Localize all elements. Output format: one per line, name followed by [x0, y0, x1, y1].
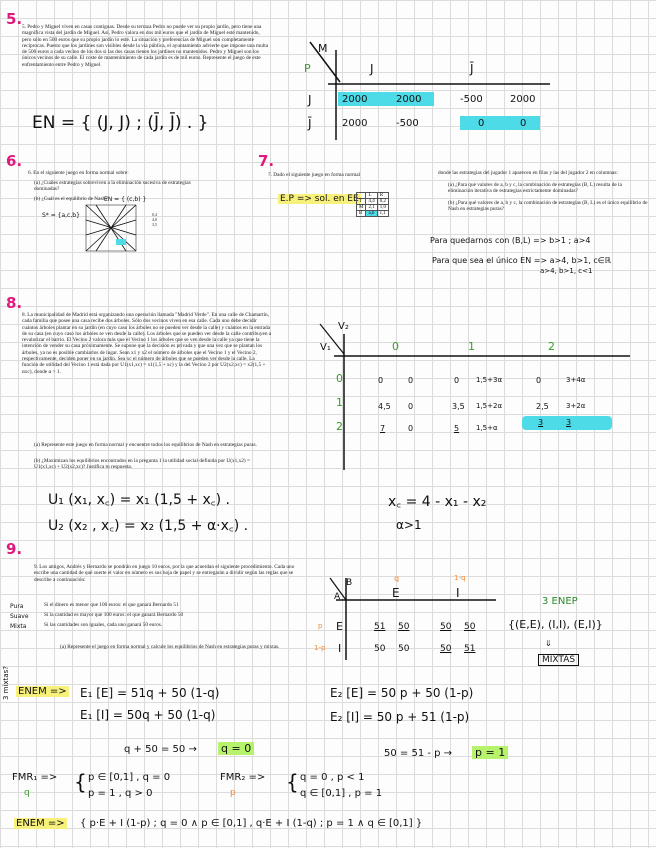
game-table-7 [356, 192, 389, 217]
e2-i: E₂ [I] = 50 p + 51 (1-p) [330, 710, 470, 724]
row-9-1: I [338, 642, 342, 655]
mini-6-row-1: 4,0 [152, 217, 157, 222]
col-8-2: 2 [548, 340, 555, 353]
cell-5-r1-b: -500 [396, 118, 419, 129]
cell-9-11b: 51 [464, 644, 476, 654]
cell-8-10b: 0 [408, 402, 414, 411]
cell-5-r0-d: 2000 [510, 94, 536, 105]
problem-8-qa: (a) Represente este juego en forma normal y encuentre todos los equilibrios de Nash en estrategias puras. [34, 442, 257, 448]
answer-6-b: EN = { (c,b) } [104, 196, 147, 203]
cell-9-11a: 50 [440, 644, 452, 654]
fmr1-b: p = 1 , q > 0 [88, 788, 153, 799]
answer-7-3: a>4, b>1, c<1 [540, 267, 593, 275]
problem-8-statement: 8. La municipalidad de Madrid está organizando una operación llamada "Madrid Verde". En una calle de Chamartín, cada familia que posee una casa recibe dos árboles. Sólo dos vecinos viven en esa calle. Cada uno debe decidir cuántos árboles plantar en su jardín (en cuyo caso los árboles no se pueden ver desde la calle) y cuántos en la entrada de su casa (en cuyo caso los árboles se ven desde la calle). Los árboles que se pueden ver desde la calle contribuyen a revalorizar el barrio. El Vecino 2 valora más que el Vecino 1 los árboles que se ven desde la calle ya que tiene la intención de vender su casa próximamente. Se supone que la decisión es privada y que una vez que se plantan los árboles, ya no es posible cambiarlos de lugar. Sean x1 y x2 el número de árboles que el Vecino 1 y el Vecino 2, respectivamente, deciden poner en su jardín. Sea xc el número de árboles que se pueden ver desde la calle. La función de utilidad del Vecino 1 está dada por U1(x1,xc) = x1(1,5 + xc) y la del Vecino 2 por U2(x2,xc) = x2(1,5 + αxc), donde α > 1. [22, 312, 272, 375]
row-8-0: 0 [336, 372, 343, 385]
cell-8-22a: 3 [538, 418, 544, 427]
p-result: p = 1 [472, 746, 508, 759]
col-player-8: V₂ [338, 321, 349, 332]
problem-7-statement [268, 172, 418, 178]
cell-8-22b: 3 [566, 418, 572, 427]
problem-9-question: (a) Represente el juego en forma normal y calcule los equilibrios de Nash en estrategias puras y mixtas. [60, 644, 280, 650]
enep-title: 3 ENEP [542, 596, 578, 607]
enem-label: ENEM => [18, 686, 67, 697]
mini-game-6-crossed [86, 205, 146, 255]
alpha-condition: α>1 [396, 518, 422, 532]
enem-final-label: ENEM => [16, 818, 65, 829]
section-5-number: 5. [6, 10, 23, 28]
e1-solve: q + 50 = 50 → [124, 744, 197, 755]
t7-cell: 4,4 [366, 199, 377, 205]
col-prob-9-1: 1-q [454, 574, 466, 582]
side-suave: Suave [10, 613, 29, 620]
cell-8-12b: 3+2α [566, 402, 586, 410]
fmr1-a: p ∈ [0,1] , q = 0 [88, 772, 171, 783]
section-8-number: 8. [6, 294, 23, 312]
answer-7-2: Para que sea el único EN => a>4, b>1, c∈ℝ [432, 256, 612, 265]
col-prob-9-0: q [394, 574, 400, 583]
t7-row-T: T [357, 199, 366, 205]
e2-e: E₂ [E] = 50 p + 50 (1-p) [330, 686, 474, 700]
col-8-0: 0 [392, 340, 399, 353]
t7-cell: 1,0 [377, 205, 388, 211]
enem-final: { p·E + I (1-p) ; q = 0 ∧ p ∈ [0,1] , q·E + I (1-q) ; p = 1 ∧ q ∈ [0,1] } [80, 818, 423, 829]
problem-6-statement: 6. En el siguiente juego en forma normal sobre: [28, 170, 129, 176]
cell-8-00b: 0 [408, 376, 414, 385]
cell-8-01b: 1,5+3α [476, 376, 503, 384]
problem-9-rule-1: Si el dinero es menor que 100 euros: el que ganará Bernardo 51 [44, 602, 179, 608]
cell-8-01a: 0 [454, 376, 460, 385]
fmr2-label: FMR₂ => [220, 772, 266, 783]
equilibrium-5: EN = { (J, J) ; (J̄, J̄) . } [32, 113, 209, 133]
problem-7-qb: (b) ¿Para qué valores de a, b y c, la combinación de estrategias (B, L) es el único equilibrio de Nash en estrategias puras? [448, 200, 648, 213]
q-result: q = 0 [218, 742, 254, 755]
fmr1-label: FMR₁ => [12, 772, 58, 783]
brace-2-icon: { [286, 770, 299, 794]
cell-8-02a: 0 [536, 376, 542, 385]
cell-9-00b: 50 [398, 622, 410, 632]
game-table-9 [316, 570, 506, 680]
row-prob-9-1: 1-p [314, 644, 326, 652]
cell-8-12a: 2,5 [536, 402, 549, 411]
cell-8-11a: 3,5 [452, 402, 465, 411]
cell-8-00a: 0 [378, 376, 384, 385]
side-pura: Pura [10, 603, 24, 610]
cell-9-01b: 50 [464, 622, 476, 632]
t7-row-M: M [357, 205, 366, 211]
mini-6-row-0: 0,4 [152, 212, 157, 217]
t7-col-L: L [366, 193, 377, 199]
cell-5-r0-c: -500 [460, 94, 483, 105]
row-player-9: A [334, 592, 341, 602]
cell-5-r1-d: 0 [520, 118, 527, 129]
col-8-1: 1 [468, 340, 475, 353]
down-arrow-icon: ⇓ [545, 639, 552, 648]
cell-8-21b: 1,5+α [476, 424, 498, 432]
row-player-5: P [304, 62, 311, 75]
fmr1-sub: q [24, 788, 30, 798]
t7-col-R: R [377, 193, 388, 199]
cell-8-20a: 7 [380, 424, 386, 433]
problem-7-side: donde las estrategias del jugador 1 aparecen en filas y las del jugador 2 en columnas: [438, 170, 618, 176]
col-5-1: J̄ [470, 62, 474, 76]
mixtas-box: MIXTAS [538, 654, 579, 666]
utility-2: U₂ (x₂ , x꜀) = x₂ (1,5 + α·x꜀) . [48, 518, 249, 534]
col-9-1: I [456, 586, 460, 600]
row-prob-9-0: p [318, 622, 323, 630]
t7-cell: c,1 [377, 211, 388, 217]
col-player-9: B [346, 578, 353, 588]
utility-1: U₁ (x₁, x꜀) = x₁ (1,5 + x꜀) . [48, 492, 230, 508]
enep-set: {(E,E), (I,I), (E,I)} [508, 618, 603, 631]
cell-9-10a: 50 [374, 644, 386, 654]
cell-5-r0-a: 2000 [342, 94, 368, 105]
game-table-8 [310, 320, 640, 470]
mini-6-row-2: 3,5 [152, 222, 157, 227]
mini-6-side-note [152, 212, 192, 227]
problem-7-text: 7. Dado el siguiente juego en forma normal [268, 172, 361, 178]
cell-8-21a: 5 [454, 424, 460, 433]
e2-solve: 50 = 51 - p → [384, 748, 453, 759]
cell-9-01a: 50 [440, 622, 452, 632]
row-8-1: 1 [336, 396, 343, 409]
problem-9-statement: 9. Los amigos, Andrés y Bernardo se pondrán en juego 10 euros, por la que acuerdan el siguiente procedimiento. Cada uno escribe una cantidad de qué suerte el valor en número es sus hoja de papel y se entregarán a dividir según las reglas que se describe a continuación: [34, 564, 295, 583]
note-7-ep: E.P => sol. en EE [280, 194, 359, 204]
row-5-1: J̄ [308, 117, 312, 131]
problem-9-rule-3: Si las cantidades son iguales, cada uno ganará 50 euros. [44, 622, 163, 628]
fmr2-b: q ∈ [0,1] , p = 1 [300, 788, 383, 799]
cell-8-02b: 3+4α [566, 376, 586, 384]
section-6-number: 6. [6, 152, 23, 170]
e1-i: E₁ [I] = 50q + 50 (1-q) [80, 708, 216, 722]
problem-6-qa: (a) ¿Cuáles estrategias sobreviven a la eliminación sucesiva de estrategias dominadas? [34, 180, 191, 193]
section-7-number: 7. [258, 152, 275, 170]
row-5-0: J [308, 93, 312, 107]
side-mixtas-label: 3 mixtas? [2, 666, 10, 700]
cell-8-10a: 4,5 [378, 402, 391, 411]
problem-5-statement: 5. Pedro y Miguel viven en casas contiguas. Desde su terraza Pedro no puede ver su propio jardín, pero tiene una magnífica vista del jardín de Miguel. Así, Pedro valora en dos mil euros que el jardín de Miguel esté mantenido, pero sólo en 500 euros que su propio jardín lo esté. La situación y preferencias de Miguel son completamente recíprocas. Puesto que los jardines son visibles desde la vía pública, el ayuntamiento advierte que impone una multa de 500 euros a cada vecino de los dos si las dos casas tienen los jardines no mantenidos. Pedro y Miguel son los únicos vecinos de su calle. El coste de mantenimiento de cada jardín es de mil euros. Represente el juego de este enfrentamiento entre Pedro y Miguel. [22, 24, 269, 68]
brace-1-icon: { [74, 770, 87, 794]
cell-5-r1-a: 2000 [342, 118, 368, 129]
t7-cell: 0,2 [377, 199, 388, 205]
problem-9-rule-2: Si la cantidad es mayor que 100 euros: el que ganará Bernardo 50 [44, 612, 184, 618]
answer-7-1: Para quedarnos con (B,L) => b>1 ; a>4 [430, 236, 591, 245]
cell-8-20b: 0 [408, 424, 414, 433]
cell-9-00a: 51 [374, 622, 386, 632]
fmr2-a: q = 0 , p < 1 [300, 772, 365, 783]
cell-5-r1-c: 0 [478, 118, 485, 129]
cell-5-r0-b: 2000 [396, 94, 422, 105]
problem-8-qb: (b) ¿Maximizan los equilibrios encontrados en la pregunta 1 la utilidad social definida por U(x1,x2) = U1(x1,xc) + U2(x2,xc)? Justifica tu respuesta. [34, 458, 250, 471]
problem-7-qa: (a) ¿Para qué valores de a, b y c, la combinación de estrategias (B, L) resulta de la eliminación iterativa de estrategias estrictamente dominadas? [448, 182, 622, 195]
cell-9-10b: 50 [398, 644, 410, 654]
t7-cell: 2,1 [366, 205, 377, 211]
row-8-2: 2 [336, 420, 343, 433]
note-6: S* = {a,c,b} [42, 212, 80, 219]
t7-cell: a,b [366, 211, 377, 217]
e1-e: E₁ [E] = 51q + 50 (1-q) [80, 686, 220, 700]
col-player-5: M [318, 42, 328, 55]
row-9-0: E [336, 620, 343, 633]
problem-6-qb: (b) ¿Cuál es el equilibrio de Nash? [34, 196, 108, 202]
section-9-number: 9. [6, 540, 23, 558]
xc-definition: x꜀ = 4 - x₁ - x₂ [388, 494, 487, 510]
cell-8-11b: 1,5+2α [476, 402, 503, 410]
fmr2-sub: p [230, 788, 236, 798]
t7-row-B: B [357, 211, 366, 217]
row-player-8: V₁ [320, 342, 331, 353]
side-mixta: Mixta [10, 623, 27, 630]
col-9-0: E [392, 586, 400, 600]
col-5-0: J [370, 62, 374, 76]
